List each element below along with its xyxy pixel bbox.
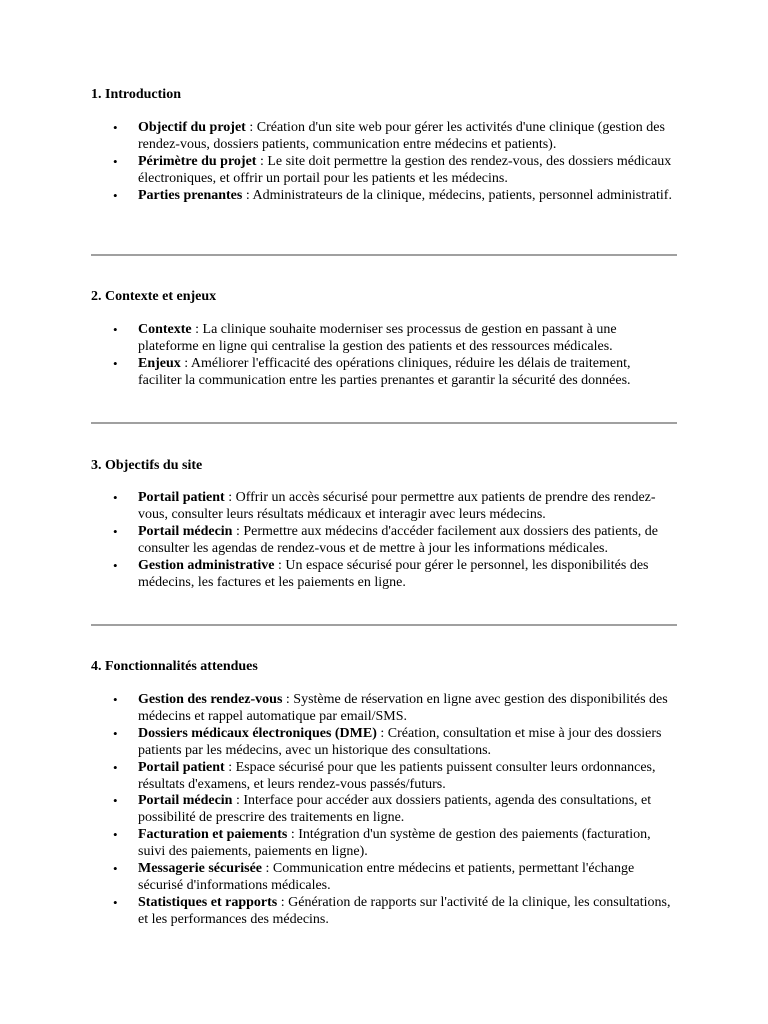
item-text: : Un espace sécurisé pour gérer le personnel, les disponibilités des médecins, les factures et les paiements en ligne. <box>138 557 649 590</box>
bullet-icon: • <box>113 793 118 809</box>
section-heading-objectifs: 3. Objectifs du site <box>91 458 203 473</box>
item-text: : Communication entre médecins et patients, permettant l'échange sécurisé d'informations médicales. <box>138 861 635 893</box>
list-item <box>91 322 677 356</box>
list-item <box>91 827 677 861</box>
item-term: Contexte <box>138 322 192 337</box>
list-item <box>91 726 677 760</box>
list-item <box>91 356 677 390</box>
section-heading-contexte: 2. Contexte et enjeux <box>91 289 217 304</box>
bullet-icon: • <box>113 759 118 775</box>
section-heading-introduction: 1. Introduction <box>91 87 181 102</box>
item-text: : Améliorer l'efficacité des opérations cliniques, réduire les délais de traitement, faciliter la communication entre les parties prenantes et garantir la sécurité des données. <box>138 355 631 388</box>
bullet-icon: • <box>113 187 118 203</box>
bullet-icon: • <box>113 120 118 135</box>
bullet-icon: • <box>113 355 118 371</box>
list-item <box>91 524 677 558</box>
bullet-icon: • <box>113 153 118 169</box>
item-term: Facturation et paiements <box>138 827 288 843</box>
item-text: : Le site doit permettre la gestion des rendez-vous, des dossiers médicaux électroniques, et offrir un portail pour les patients et les médecins. <box>138 153 672 186</box>
section-divider <box>91 422 677 424</box>
item-term: Portail patient <box>138 490 225 505</box>
item-text: : Administrateurs de la clinique, médecins, patients, personnel administratif. <box>242 187 672 203</box>
section-divider <box>91 254 677 256</box>
item-term: Portail médecin <box>138 793 233 809</box>
item-text: : Création d'un site web pour gérer les activités d'une clinique (gestion des rendez-vous, dossiers patients, communication entre médecins et patients). <box>138 120 665 152</box>
list-item <box>91 120 677 154</box>
item-term: Objectif du projet <box>138 120 246 135</box>
item-text: : Permettre aux médecins d'accéder facilement aux dossiers des patients, de consulter les agendas de rendez-vous et de mettre à jour les informations médicales. <box>138 523 658 556</box>
item-text: : Système de réservation en ligne avec gestion des disponibilités des médecins et rappel automatique par email/SMS. <box>138 692 668 724</box>
bullet-icon: • <box>113 861 118 877</box>
bullet-icon: • <box>113 490 118 505</box>
item-term: Messagerie sécurisée <box>138 861 262 877</box>
item-term: Portail médecin <box>138 523 233 539</box>
list-item <box>91 558 677 592</box>
item-term: Gestion des rendez-vous <box>138 692 283 707</box>
bullet-icon: • <box>113 725 118 741</box>
item-term: Statistiques et rapports <box>138 894 278 910</box>
list-item <box>91 760 677 794</box>
section-list-objectifs <box>91 490 677 591</box>
item-term: Périmètre du projet <box>138 153 257 169</box>
bullet-icon: • <box>113 523 118 539</box>
list-item <box>91 793 677 827</box>
bullet-icon: • <box>113 322 118 337</box>
section-list-fonctionnalites <box>91 692 677 929</box>
item-text: : Offrir un accès sécurisé pour permettre aux patients de prendre des rendez-vous, consulter leurs résultats médicaux et interagir avec leurs médecins. <box>138 490 656 522</box>
item-text: : Espace sécurisé pour que les patients puissent consulter leurs ordonnances, résultats d'examens, et leurs rendez-vous passés/futurs. <box>138 759 656 792</box>
list-item <box>91 188 677 205</box>
bullet-icon: • <box>113 894 118 910</box>
list-item <box>91 692 677 726</box>
item-term: Enjeux <box>138 355 181 371</box>
item-text: : Création, consultation et mise à jour des dossiers patients par les médecins, avec un historique des consultations. <box>138 725 662 758</box>
item-term: Gestion administrative <box>138 557 275 573</box>
list-item <box>91 895 677 929</box>
bullet-icon: • <box>113 827 118 843</box>
list-item <box>91 861 677 895</box>
item-text: : Intégration d'un système de gestion des paiements (facturation, suivi des paiements, paiements en ligne). <box>138 827 651 860</box>
section-list-introduction <box>91 120 677 205</box>
section-list-contexte <box>91 322 677 390</box>
item-text: : La clinique souhaite moderniser ses processus de gestion en passant à une plateforme en ligne qui centralise la gestion des patients et des ressources médicales. <box>138 322 617 354</box>
list-item <box>91 490 677 524</box>
bullet-icon: • <box>113 692 118 707</box>
bullet-icon: • <box>113 557 118 573</box>
item-term: Portail patient <box>138 759 225 775</box>
item-text: : Interface pour accéder aux dossiers patients, agenda des consultations, et possibilité de prescrire des traitements en ligne. <box>138 793 652 826</box>
item-term: Dossiers médicaux électroniques (DME) <box>138 725 377 741</box>
list-item <box>91 154 677 188</box>
item-text: : Génération de rapports sur l'activité de la clinique, les consultations, et les performances des médecins. <box>138 894 671 927</box>
section-divider <box>91 624 677 626</box>
item-term: Parties prenantes <box>138 187 243 203</box>
section-heading-fonctionnalites: 4. Fonctionnalités attendues <box>91 659 258 674</box>
